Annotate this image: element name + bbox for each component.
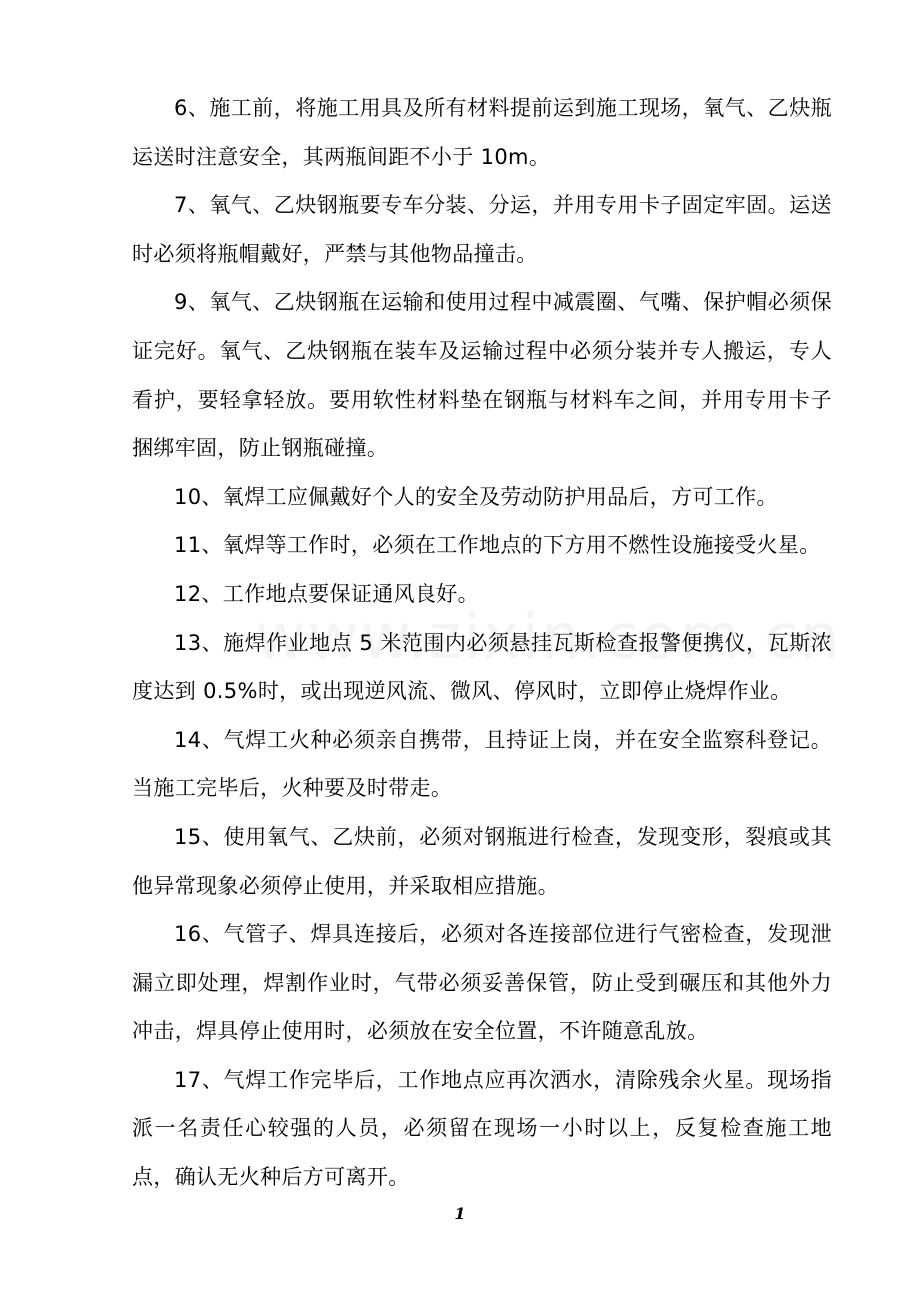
page-number: 1 — [454, 1204, 466, 1223]
paragraph-item-15: 15、使用氧气、乙炔前，必须对钢瓶进行检查，发现变形，裂痕或其他异常现象必须停止使用，并采取相应措施。 — [132, 824, 832, 898]
paragraph-item-11: 11、氧焊等工作时，必须在工作地点的下方用不燃性设施接受火星。 — [174, 533, 821, 558]
paragraph-item-7: 7、氧气、乙炔钢瓶要专车分装、分运，并用专用卡子固定牢固。运送时必须将瓶帽戴好，严禁与其他物品撞击。 — [132, 193, 832, 266]
paragraph-item-14: 14、气焊工火种必须亲自携带，且持证上岗，并在安全监察科登记。当施工完毕后，火种要及时带走。 — [132, 727, 832, 801]
paragraph-item-12: 12、工作地点要保证通风良好。 — [174, 581, 479, 606]
document-body — [132, 84, 832, 1202]
paragraph-item-17: 17、气焊工作完毕后，工作地点应再次洒水，清除残余火星。现场指派一名责任心较强的人员，必须留在现场一小时以上，反复检查施工地点，确认无火种后方可离开。 — [132, 1067, 832, 1190]
paragraph-item-6: 6、施工前，将施工用具及所有材料提前运到施工现场，氧气、乙炔瓶运送时注意安全，其两瓶间距不小于 10m。 — [132, 96, 832, 169]
paragraph-item-10: 10、氧焊工应佩戴好个人的安全及劳动防护用品后，方可工作。 — [174, 484, 778, 509]
paragraph-item-9: 9、氧气、乙炔钢瓶在运输和使用过程中减震圈、气嘴、保护帽必须保证完好。氧气、乙炔钢瓶在装车及运输过程中必须分装并专人搬运，专人看护，要轻拿轻放。要用软性材料垫在钢瓶与材料车之间，并用专用卡子捆绑牢固，防止钢瓶碰撞。 — [132, 290, 832, 461]
paragraph-item-16: 16、气管子、焊具连接后，必须对各连接部位进行气密检查，发现泄漏立即处理，焊割作业时，气带必须妥善保管，防止受到碾压和其他外力冲击，焊具停止使用时，必须放在安全位置，不许随意乱放。 — [132, 922, 832, 1044]
paragraph-item-13: 13、施焊作业地点 5 米范围内必须悬挂瓦斯检查报警便携仪，瓦斯浓度达到 0.5%时，或出现逆风流、微风、停风时，立即停止烧焊作业。 — [132, 630, 832, 704]
